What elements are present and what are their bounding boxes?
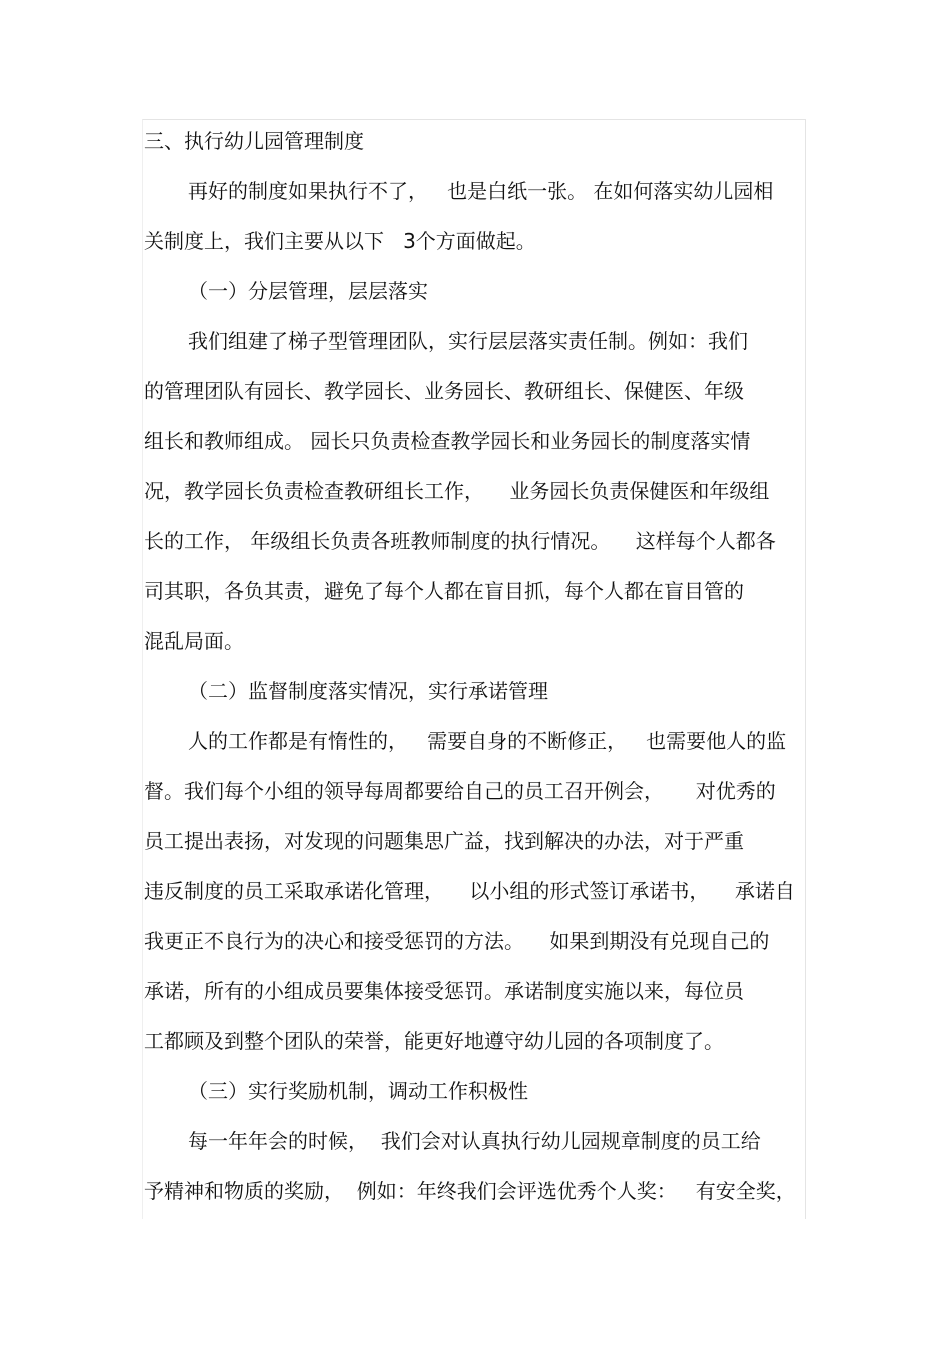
paragraph-line: 混乱局面。	[144, 629, 244, 653]
paragraph-line: 每一年年会的时候， 我们会对认真执行幼儿园规章制度的员工给	[188, 1129, 761, 1153]
paragraph-line: 督。我们每个小组的领导每周都要给自己的员工召开例会， 对优秀的	[144, 779, 776, 803]
paragraph-line: 予精神和物质的奖励， 例如：年终我们会评选优秀个人奖： 有安全奖，	[144, 1179, 796, 1203]
paragraph-line: 违反制度的员工采取承诺化管理， 以小组的形式签订承诺书， 承诺自	[144, 879, 795, 903]
paragraph-line: 况，教学园长负责检查教研组长工作， 业务园长负责保健医和年级组	[144, 479, 770, 503]
paragraph-line: 再好的制度如果执行不了， 也是白纸一张。 在如何落实幼儿园相	[188, 179, 774, 203]
section-title: 三、执行幼儿园管理制度	[144, 129, 364, 153]
subheading: （三）实行奖励机制，调动工作积极性	[188, 1079, 528, 1103]
paragraph-line: 长的工作， 年级组长负责各班教师制度的执行情况。 这样每个人都各	[144, 529, 776, 553]
paragraph-line: 司其职，各负其责，避免了每个人都在盲目抓，每个人都在盲目管的	[144, 579, 744, 603]
paragraph-line: 组长和教师组成。 园长只负责检查教学园长和业务园长的制度落实情	[144, 429, 751, 453]
paragraph-line: 人的工作都是有惰性的， 需要自身的不断修正， 也需要他人的监	[188, 729, 787, 753]
paragraph-line: 我更正不良行为的决心和接受惩罚的方法。 如果到期没有兑现自己的	[144, 929, 770, 953]
paragraph-line: 工都顾及到整个团队的荣誉，能更好地遵守幼儿园的各项制度了。	[144, 1029, 724, 1053]
paragraph-line: 承诺，所有的小组成员要集体接受惩罚。承诺制度实施以来，每位员	[144, 979, 744, 1003]
paragraph-line: 关制度上，我们主要从以下 3个方面做起。	[144, 229, 536, 253]
paragraph-line: 我们组建了梯子型管理团队，实行层层落实责任制。例如：我们	[188, 329, 748, 353]
paragraph-line: 员工提出表扬，对发现的问题集思广益，找到解决的办法，对于严重	[144, 829, 744, 853]
subheading: （一）分层管理，层层落实	[188, 279, 428, 303]
paragraph-line: 的管理团队有园长、教学园长、业务园长、教研组长、保健医、年级	[144, 379, 744, 403]
subheading: （二）监督制度落实情况，实行承诺管理	[188, 679, 548, 703]
